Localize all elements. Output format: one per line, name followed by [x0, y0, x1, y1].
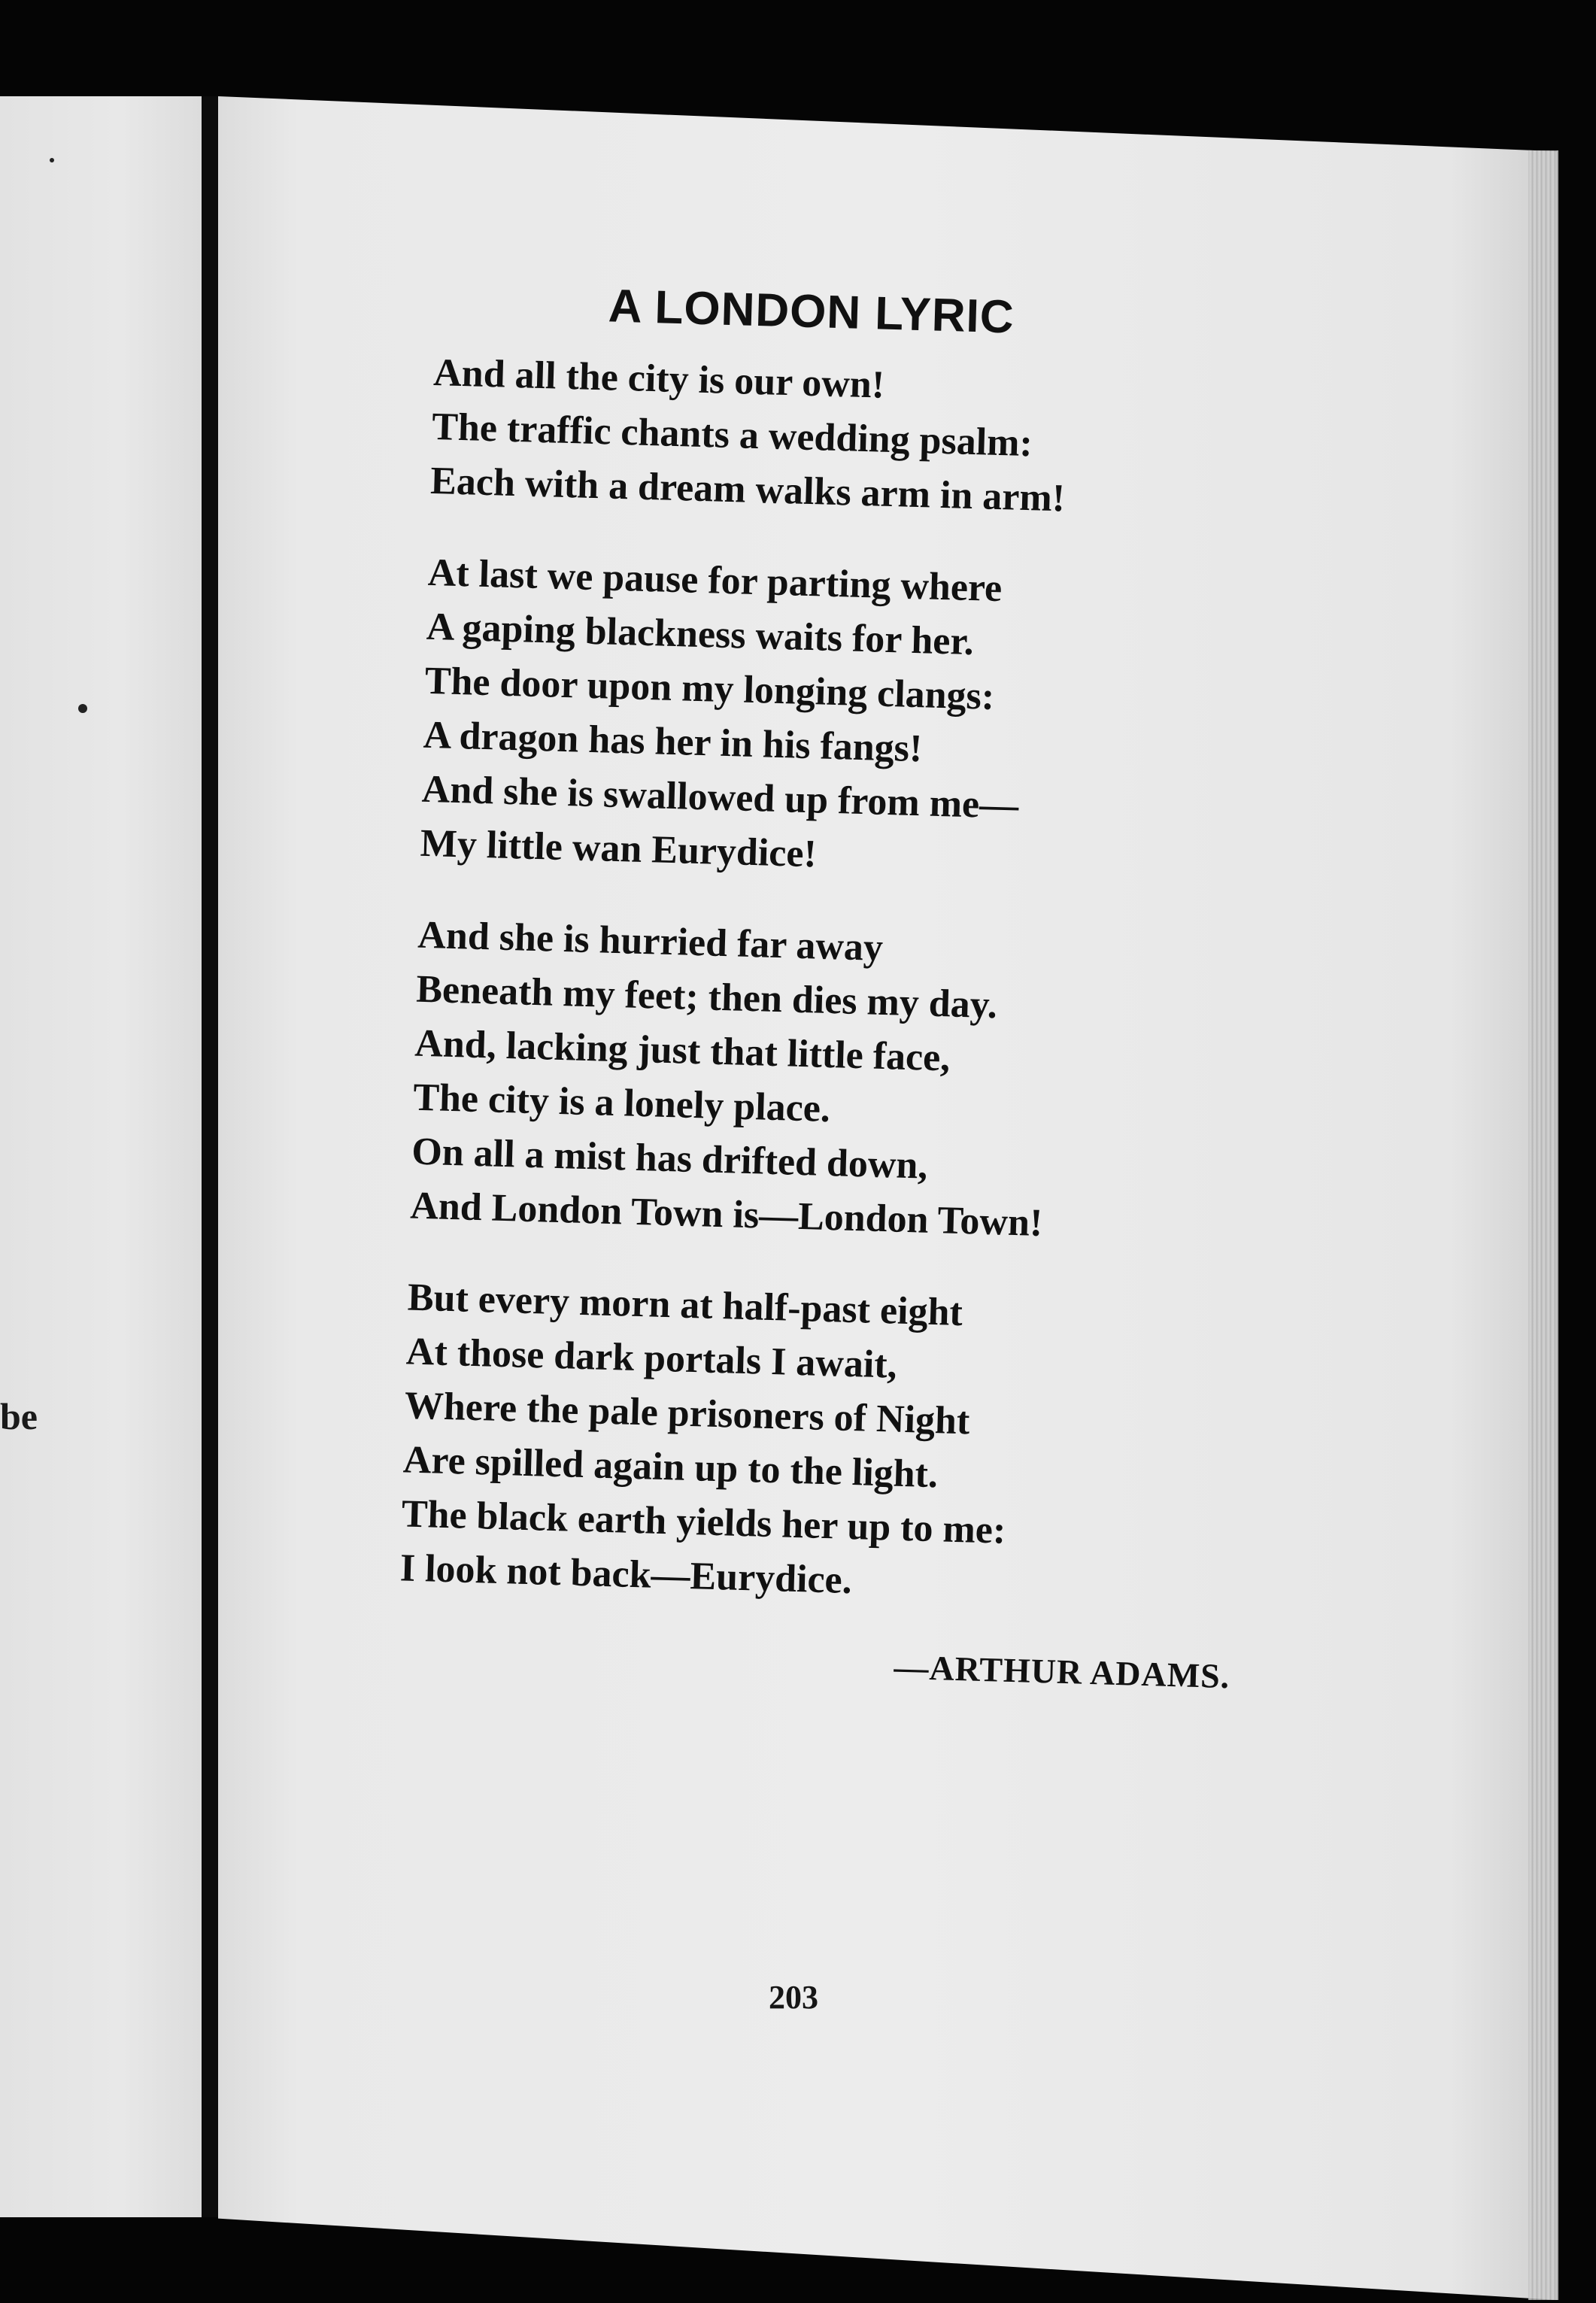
stanza-4 — [399, 1270, 1356, 1622]
stanza-3 — [409, 909, 1366, 1260]
previous-page — [0, 96, 202, 2217]
poem — [397, 275, 1383, 1699]
poem-title: A LONDON LYRIC — [607, 280, 1015, 344]
poem-line: And she is swallowed up from me— — [421, 767, 1019, 827]
poem-line: A dragon has her in his fangs! — [423, 713, 924, 771]
poem-line: Beneath my feet; then dies my day. — [415, 967, 998, 1027]
poem-line: And all the city is our own! — [432, 350, 885, 407]
page-edge-shadow — [1528, 150, 1558, 2300]
poem-line: The door upon my longing clangs: — [424, 659, 995, 718]
previous-page-text-fragment: be — [0, 1395, 38, 1437]
poem-line: And she is hurried far away — [417, 913, 884, 969]
book-gutter — [202, 96, 218, 2217]
author-signature: —ARTHUR ADAMS. — [893, 1647, 1230, 1696]
poem-line: But every morn at half-past eight — [407, 1276, 963, 1335]
stanza-2 — [420, 546, 1376, 897]
poem-line: Are spilled again up to the light. — [402, 1438, 939, 1497]
poem-line: The traffic chants a wedding psalm: — [431, 405, 1033, 466]
poem-line: Where the pale prisoners of Night — [404, 1384, 971, 1443]
stanza-1 — [429, 346, 1382, 535]
ink-speck — [50, 158, 54, 162]
poem-line: I look not back—Eurydice. — [399, 1546, 853, 1603]
poem-line: The black earth yields her up to me: — [401, 1492, 1007, 1552]
poem-line: The city is a lonely place. — [412, 1076, 831, 1131]
ink-speck — [78, 704, 87, 713]
poem-line: At those dark portals I await, — [405, 1330, 898, 1387]
page-number: 203 — [769, 1979, 818, 2016]
poem-line: Each with a dream walks arm in arm! — [429, 459, 1066, 520]
poem-line: On all a mist has drifted down, — [411, 1130, 929, 1188]
poem-line: And, lacking just that little face, — [414, 1021, 951, 1080]
poem-line: And London Town is—London Town! — [409, 1184, 1044, 1245]
poem-line: At last we pause for parting where — [427, 551, 1003, 611]
poem-line: A gaping blackness waits for her. — [426, 605, 975, 664]
poem-line: My little wan Eurydice! — [420, 821, 818, 876]
